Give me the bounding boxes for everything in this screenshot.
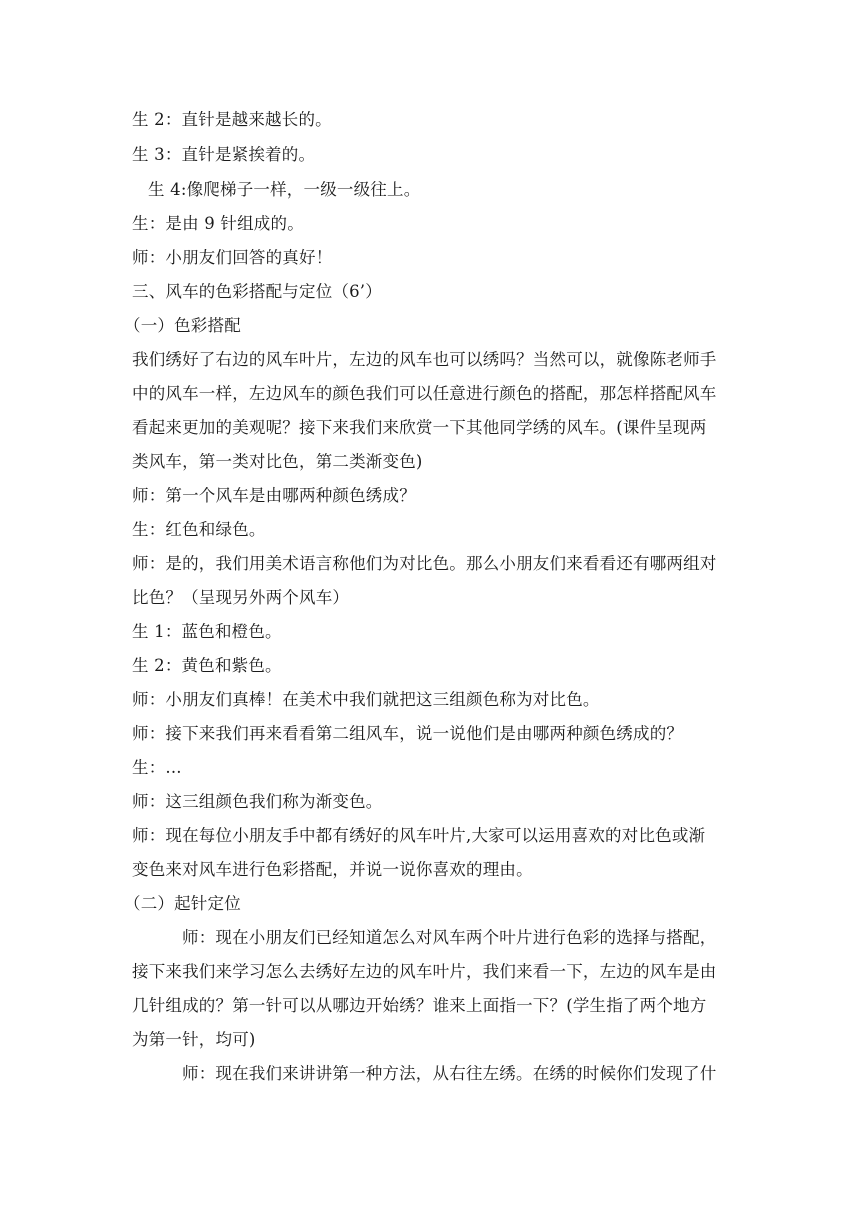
text-line: 类风车，第一类对比色，第二类渐变色) (132, 452, 423, 471)
text-line: 师：现在我们来讲讲第一种方法，从右往左绣。在绣的时候你们发现了什 (182, 1064, 717, 1083)
text-line: 师：小朋友们真棒！在美术中我们就把这三组颜色称为对比色。 (132, 690, 600, 709)
text-line: 生 3：直针是紧挨着的。 (132, 145, 316, 164)
text-line: 师：现在小朋友们已经知道怎么对风车两个叶片进行色彩的选择与搭配， (182, 928, 717, 947)
text-line: 我们绣好了右边的风车叶片，左边的风车也可以绣吗？当然可以，就像陈老师手 (132, 350, 717, 369)
text-line: 师：这三组颜色我们称为渐变色。 (132, 792, 383, 811)
text-line: 几针组成的？第一针可以从哪边开始绣？谁来上面指一下？(学生指了两个地方 (132, 996, 707, 1015)
text-line: 比色？（呈现另外两个风车） (132, 588, 350, 607)
text-line: 师：是的，我们用美术语言称他们为对比色。那么小朋友们来看看还有哪两组对 (132, 554, 717, 573)
text-line: 师：第一个风车是由哪两种颜色绣成？ (132, 486, 416, 505)
text-line: 师：小朋友们回答的真好！ (132, 248, 333, 267)
subsection-heading: （一）色彩搭配 (124, 316, 241, 335)
text-line: 生 4:像爬梯子一样，一级一级往上。 (148, 180, 421, 199)
text-line: 为第一针，均可) (132, 1030, 256, 1049)
text-line: 生：... (132, 758, 182, 777)
subsection-heading: （二）起针定位 (124, 894, 241, 913)
text-line: 生 1：蓝色和橙色。 (132, 622, 282, 641)
section-heading: 三、风车的色彩搭配与定位（6’） (132, 282, 382, 301)
text-line: 生 2：直针是越来越长的。 (132, 110, 332, 129)
text-line: 中的风车一样，左边风车的颜色我们可以任意进行颜色的搭配，那怎样搭配风车 (132, 384, 717, 403)
text-line: 生：是由 9 针组成的。 (132, 214, 304, 233)
text-line: 师：接下来我们再来看看第二组风车，说一说他们是由哪两种颜色绣成的？ (132, 724, 684, 743)
text-line: 生 2：黄色和紫色。 (132, 656, 282, 675)
text-line: 生：红色和绿色。 (132, 520, 266, 539)
text-line: 看起来更加的美观呢？接下来我们来欣赏一下其他同学绣的风车。(课件呈现两 (132, 418, 707, 437)
text-line: 接下来我们来学习怎么去绣好左边的风车叶片，我们来看一下，左边的风车是由 (132, 962, 717, 981)
text-line: 师：现在每位小朋友手中都有绣好的风车叶片,大家可以运用喜欢的对比色或渐 (132, 826, 706, 845)
text-line: 变色来对风车进行色彩搭配，并说一说你喜欢的理由。 (132, 860, 533, 879)
